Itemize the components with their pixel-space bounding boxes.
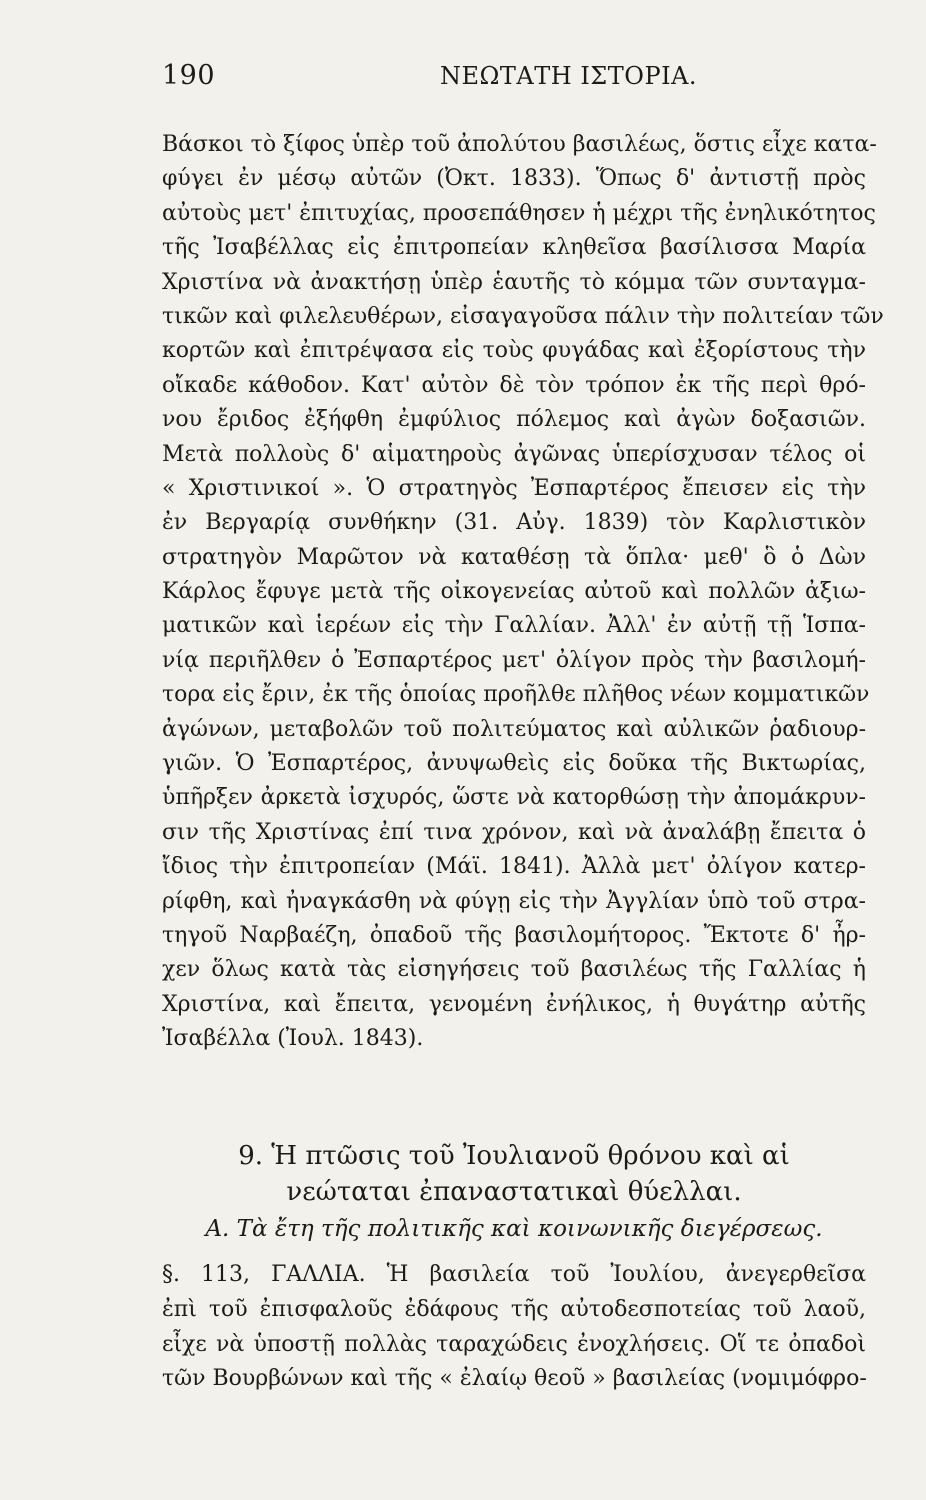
section-heading-line: νεώταται ἐπαναστατικαὶ θύελλαι. bbox=[286, 1177, 742, 1207]
text-line: τῆς Ἰσαβέλλας εἰς ἐπιτροπείαν κληθεῖσα βασίλισσα Μαρία bbox=[162, 235, 866, 261]
text-line: οἴκαδε κάθοδον. Κατ' αὐτὸν δὲ τὸν τρόπον ἐκ τῆς περὶ θρό- bbox=[162, 372, 866, 398]
text-line: σιν τῆς Χριστίνας ἐπί τινα χρόνον, καὶ νὰ ἀναλάβῃ ἔπειτα ὁ bbox=[162, 819, 866, 845]
text-line: νου ἔριδος ἐξήφθη ἐμφύλιος πόλεμος καὶ ἀγὼν δοξασιῶν. bbox=[162, 407, 866, 433]
text-line: ρίφθη, καὶ ἠναγκάσθη νὰ φύγῃ εἰς τὴν Ἀγγλίαν ὑπὸ τοῦ στρα- bbox=[162, 888, 866, 914]
text-line: ἀγώνων, μεταβολῶν τοῦ πολιτεύματος καὶ αὐλικῶν ῥαδιουρ- bbox=[162, 716, 866, 742]
page-number: 190 bbox=[162, 60, 216, 91]
text-line: κορτῶν καὶ ἐπιτρέψασα εἰς τοὺς φυγάδας καὶ ἐξορίστους τὴν bbox=[162, 338, 866, 364]
text-line: ἐπὶ τοῦ ἐπισφαλοῦς ἐδάφους τῆς αὐτοδεσποτείας τοῦ λαοῦ, bbox=[162, 1296, 866, 1322]
text-line: Χριστίνα, καὶ ἔπειτα, γενομένη ἐνήλικος, ἡ θυγάτηρ αὐτῆς bbox=[162, 991, 866, 1017]
text-line: §. 113, ΓΑΛΛΙΑ. Ἡ βασιλεία τοῦ Ἰουλίου, ἀνεγερθεῖσα bbox=[162, 1262, 866, 1287]
text-line: νίᾳ περιῆλθεν ὁ Ἐσπαρτέρος μετ' ὀλίγον πρὸς τὴν βασιλομή- bbox=[162, 647, 866, 673]
text-line: τορα εἰς ἔριν, ἐκ τῆς ὁποίας προῆλθε πλῆθος νέων κομματικῶν bbox=[162, 682, 870, 708]
page-header bbox=[162, 60, 862, 100]
text-line: φύγει ἐν μέσῳ αὐτῶν (Ὀκτ. 1833). Ὅπως δ' ἀντιστῇ πρὸς bbox=[162, 166, 866, 192]
text-line: εἶχε νὰ ὑποστῇ πολλὰς ταραχώδεις ἐνοχλήσεις. Οἵ τε ὀπαδοὶ bbox=[162, 1331, 866, 1357]
text-line: ματικῶν καὶ ἱερέων εἰς τὴν Γαλλίαν. Ἀλλ' ἐν αὐτῇ τῇ Ἱσπα- bbox=[162, 613, 866, 639]
body-paragraph bbox=[162, 128, 884, 1057]
subsection-heading bbox=[162, 1212, 866, 1246]
text-line: τηγοῦ Ναρβαέζη, ὀπαδοῦ τῆς βασιλομήτορος. Ἔκτοτε δ' ἦρ- bbox=[162, 922, 866, 948]
text-line: τικῶν καὶ φιλελευθέρων, εἰσαγαγοῦσα πάλιν τὴν πολιτείαν τῶν bbox=[162, 303, 884, 329]
text-line: ἐν Βεργαρίᾳ συνθήκην (31. Αὐγ. 1839) τὸν Καρλιστικὸν bbox=[162, 510, 866, 536]
running-title: ΝΕΩΤΑΤΗ ΙΣΤΟΡΙΑ. bbox=[440, 62, 698, 90]
section-heading bbox=[162, 1138, 866, 1210]
text-line: Χριστίνα νὰ ἀνακτήσῃ ὑπὲρ ἑαυτῆς τὸ κόμμα τῶν συνταγμα- bbox=[162, 269, 866, 295]
text-line: Κάρλος ἔφυγε μετὰ τῆς οἰκογενείας αὐτοῦ καὶ πολλῶν ἀξιω- bbox=[162, 579, 866, 605]
section-heading-line: 9. Ἡ πτῶσις τοῦ Ἰουλιανοῦ θρόνου καὶ αἱ bbox=[238, 1141, 790, 1171]
text-line: « Χριστινικοί ». Ὁ στρατηγὸς Ἐσπαρτέρος ἔπεισεν εἰς τὴν bbox=[162, 475, 866, 501]
text-line: Ἰσαβέλλα (Ἰουλ. 1843). bbox=[162, 1026, 424, 1052]
subsection-heading-line: Α. Τὰ ἔτη τῆς πολιτικῆς καὶ κοινωνικῆς διεγέρσεως. bbox=[205, 1216, 823, 1242]
text-line: γιῶν. Ὁ Ἐσπαρτέρος, ἀνυψωθεὶς εἰς δοῦκα τῆς Βικτωρίας, bbox=[162, 751, 866, 777]
text-line: στρατηγὸν Μαρῶτον νὰ καταθέσῃ τὰ ὅπλα· μεθ' ὃ ὁ Δὼν bbox=[162, 544, 866, 570]
text-line: ἴδιος τὴν ἐπιτροπείαν (Μάϊ. 1841). Ἀλλὰ μετ' ὀλίγον κατερ- bbox=[162, 854, 866, 880]
text-line: χεν ὅλως κατὰ τὰς εἰσηγήσεις τοῦ βασιλέως τῆς Γαλλίας ἡ bbox=[162, 957, 866, 983]
text-line: τῶν Βουρβώνων καὶ τῆς « ἐλαίῳ θεοῦ » βασιλείας (νομιμόφρο- bbox=[162, 1366, 867, 1392]
text-line: Βάσκοι τὸ ξίφος ὑπὲρ τοῦ ἀπολύτου βασιλέως, ὅστις εἶχε κατα- bbox=[162, 132, 877, 157]
section-paragraph bbox=[162, 1258, 866, 1397]
text-line: ὑπῆρξεν ἀρκετὰ ἰσχυρός, ὥστε νὰ κατορθώσῃ τὴν ἀπομάκρυν- bbox=[162, 785, 866, 811]
text-line: Μετὰ πολλοὺς δ' αἱματηροὺς ἀγῶνας ὑπερίσχυσαν τέλος οἱ bbox=[162, 441, 866, 467]
text-line: αὐτοὺς μετ' ἐπιτυχίας, προσεπάθησεν ἡ μέχρι τῆς ἐνηλικότητος bbox=[162, 200, 876, 226]
